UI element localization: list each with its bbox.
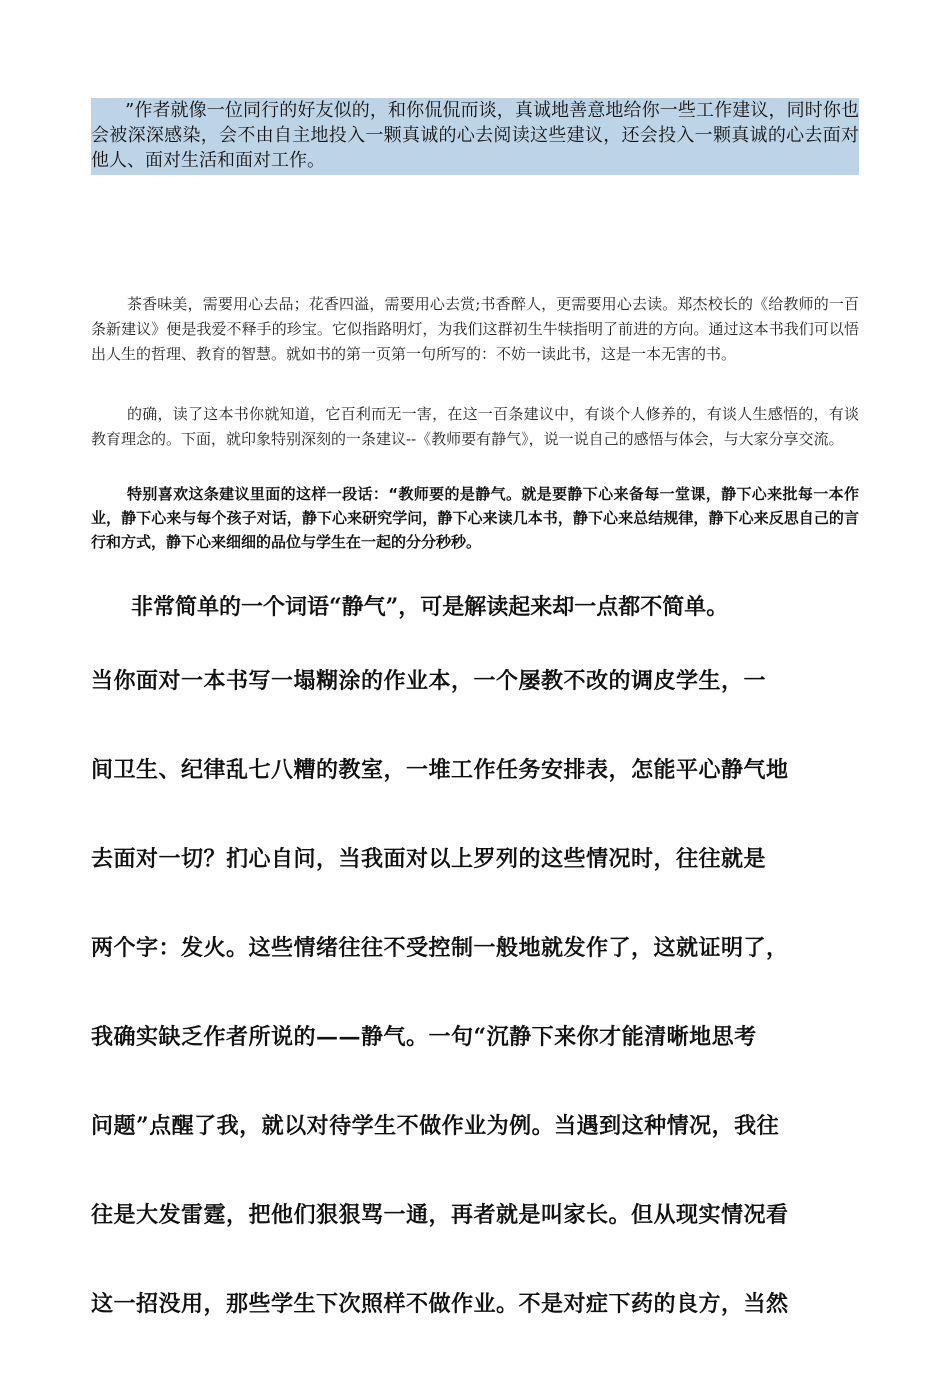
body-line: 问题”点醒了我，就以对待学生不做作业为例。当遇到这种情况，我往 [91, 1113, 780, 1139]
body-line: 我确实缺乏作者所说的——静气。一句“沉静下来你才能清晰地思考 [91, 1024, 757, 1050]
highlighted-paragraph: ”作者就像一位同行的好友似的，和你侃侃而谈，真诚地善意地给你一些工作建议，同时你也会被深深感染，会不由自主地投入一颗真诚的心去阅读这些建议，还会投入一颗真诚的心去面对他人、面对生活和面对工作。 [91, 98, 859, 175]
body-line: 往是大发雷霆，把他们狠狠骂一通，再者就是叫家长。但从现实情况看 [91, 1202, 789, 1228]
paragraph-intro: 茶香味美，需要用心去品；花香四溢，需要用心去赏;书香醉人，更需要用心去读。郑杰校长的《给教师的一百条新建议》便是我爱不释手的珍宝。它似指路明灯，为我们这群初生牛犊指明了前进的方向。通过这本书我们可以悟出人生的哲理、教育的智慧。就如书的第一页第一句所写的：不妨一读此书，这是一本无害的书。 [91, 295, 859, 363]
paragraph-large-lead: 非常简单的一个词语“静气”，可是解读起来却一点都不简单。 [131, 594, 729, 620]
paragraph-large-body [91, 666, 859, 1378]
body-line: 这一招没用，那些学生下次照样不做作业。不是对症下药的良方，当然 [91, 1291, 789, 1317]
paragraph-quote-bold: 特别喜欢这条建议里面的这样一段话：“教师要的是静气。就是要静下心来备每一堂课，静下心来批每一本作业，静下心来与每个孩子对话，静下心来研究学问，静下心来读几本书，静下心来总结规律，静下心来反思自己的言行和方式，静下心来细细的品位与学生在一起的分分秒秒。 [91, 485, 859, 551]
body-line: 两个字：发火。这些情绪往往不受控制一般地就发作了，这就证明了， [91, 935, 789, 961]
body-line: 当你面对一本书写一塌糊涂的作业本，一个屡教不改的调皮学生，一 [91, 668, 767, 694]
body-line: 去面对一切？扪心自问，当我面对以上罗列的这些情况时，往往就是 [91, 846, 767, 872]
body-line: 间卫生、纪律乱七八糟的教室，一堆工作任务安排表，怎能平心静气地 [91, 757, 789, 783]
paragraph-second: 的确，读了这本书你就知道，它百利而无一害，在这一百条建议中，有谈个人修养的，有谈人生感悟的，有谈教育理念的。下面，就印象特别深刻的一条建议--《教师要有静气》，说一说自己的感悟与体会，与大家分享交流。 [91, 405, 859, 448]
